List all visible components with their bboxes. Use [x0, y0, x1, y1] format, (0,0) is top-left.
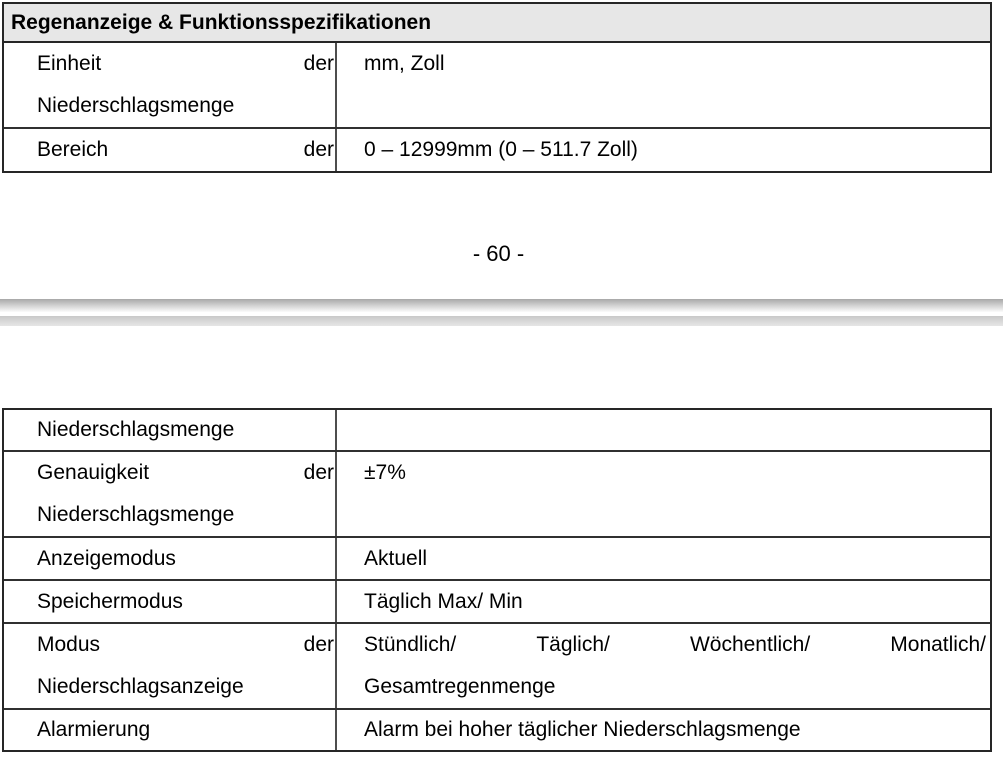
- table-row: [4, 452, 990, 538]
- table-row: [4, 624, 990, 710]
- table-row: [4, 581, 990, 624]
- spec-value-text: Alarm bei hoher täglicher Niederschlagsmenge: [364, 718, 801, 741]
- table-header-row: [4, 4, 990, 43]
- table-row: [4, 43, 990, 129]
- spec-label-text: der: [303, 52, 334, 75]
- spec-label-cell: [4, 581, 337, 622]
- table-row: [4, 538, 990, 581]
- spec-value-text: Täglich Max/ Min: [364, 589, 523, 613]
- rain-display-spec-table: [2, 2, 992, 173]
- spec-value-cell: [337, 129, 990, 171]
- spec-value-cell: [337, 43, 990, 127]
- spec-value-cell: [337, 624, 990, 708]
- spec-label-text: Niederschlagsanzeige: [37, 675, 244, 698]
- spec-value-text: Stündlich/: [364, 633, 457, 656]
- spec-label-text: Niederschlagsmenge: [37, 94, 235, 117]
- spec-label-text: Modus: [37, 633, 101, 656]
- spec-label-cell: [4, 710, 337, 750]
- spec-value-text: Täglich/: [536, 633, 610, 656]
- spec-label-text: Niederschlagsmenge: [37, 418, 235, 441]
- spec-value-text: Aktuell: [364, 546, 428, 570]
- spec-label-text: Genauigkeit: [37, 461, 150, 484]
- spec-value-text: Gesamtregenmenge: [364, 675, 556, 698]
- spec-label-cell: [4, 43, 337, 127]
- spec-value-text: Wöchentlich/: [689, 633, 811, 656]
- spec-value-text: Monatlich/: [890, 633, 986, 656]
- spec-label-text: Niederschlagsmenge: [37, 503, 235, 526]
- page-number: - 60 -: [472, 241, 525, 266]
- spec-label-text: der: [303, 633, 334, 656]
- page-gap-band: [0, 316, 1003, 326]
- spec-value-text: mm, Zoll: [364, 52, 445, 75]
- spec-value-text: ±7%: [364, 461, 406, 484]
- spec-value-cell: [337, 410, 990, 450]
- spec-label-text: der: [303, 138, 334, 161]
- spec-label-cell: [4, 624, 337, 708]
- spec-label-text: der: [303, 461, 334, 484]
- table-row: [4, 129, 990, 171]
- spec-label-cell: [4, 452, 337, 536]
- spec-value-text: 0 – 12999mm (0 – 511.7 Zoll): [364, 138, 638, 161]
- spec-value-cell: [337, 538, 990, 579]
- table-row: [4, 710, 990, 750]
- spec-label-text: Alarmierung: [37, 718, 151, 741]
- spec-label-text: Speichermodus: [37, 589, 183, 613]
- spec-label-cell: [4, 129, 337, 171]
- spec-label-text: Bereich: [37, 138, 109, 161]
- table-row: [4, 410, 990, 452]
- spec-value-cell: [337, 452, 990, 536]
- rain-spec-continuation-table: [2, 408, 992, 752]
- spec-label-text: Anzeigemodus: [37, 546, 176, 570]
- table-header-title: Regenanzeige & Funktionsspezifikationen: [11, 10, 432, 34]
- spec-value-cell: [337, 581, 990, 622]
- spec-label-cell: [4, 538, 337, 579]
- spec-label-text: Einheit: [37, 52, 102, 75]
- spec-value-cell: [337, 710, 990, 750]
- spec-label-cell: [4, 410, 337, 450]
- page-bottom-shadow: [0, 299, 1003, 312]
